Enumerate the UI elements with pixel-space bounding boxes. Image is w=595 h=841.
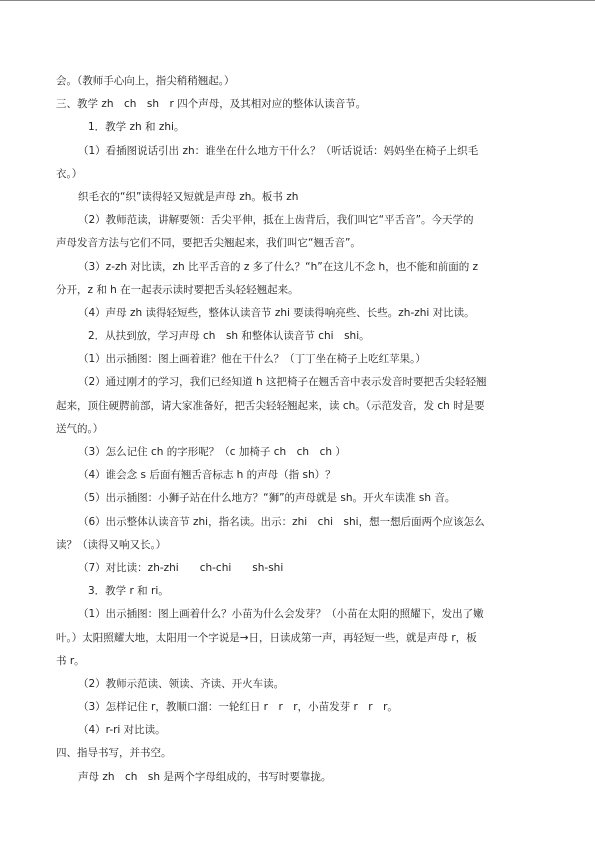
text-line: （1）看插图说话引出 zh：谁坐在什么地方干什么？（听话说话：妈妈坐在椅子上织毛 (78, 144, 479, 157)
text-line: 送气的。） (56, 422, 104, 435)
text-line: 1．教学 zh 和 zhi。 (88, 121, 185, 134)
text-line: （1）出示插图：图上画着什么？小苗为什么会发芽？（小苗在太阳的照耀下，发出了嫩 (78, 608, 484, 621)
text-line: 3．教学 r 和 ri。 (88, 585, 169, 598)
page-top-border (0, 0, 595, 1)
text-line: 叶。）太阳照耀大地，太阳用一个字说是→日，日读成第一声，再轻短一些，就是声母 r，板 (56, 631, 477, 644)
text-line: 声母 zh ch sh 是两个字母组成的，书写时要靠拢。 (78, 770, 332, 783)
text-line: （3）怎么记住 ch 的字形呢？（c 加椅子 ch ch ch ） (78, 446, 346, 458)
text-line: （6）出示整体认读音节 zhi，指名读。出示：zhi chi shi，想一想后面两个应该怎么 (78, 515, 485, 528)
text-line: （4）声母 zh 读得轻短些，整体认读音节 zhi 要读得响亮些、长些。zh-zhi 对比读。 (78, 306, 475, 319)
text-line: （2）通过刚才的学习，我们已经知道 h 这把椅子在翘舌音中表示发音时要把舌尖轻轻翘 (78, 376, 487, 389)
text-line: （3）怎样记住 r，教顺口溜：一轮红日 r r r，小苗发芽 r r r。 (78, 701, 398, 714)
text-line: （2）教师范读，讲解要领：舌尖平伸，抵在上齿背后，我们叫它“平舌音”。今天学的 (78, 214, 474, 227)
text-line: 声母发音方法与它们不同，要把舌尖翘起来，我们叫它“翘舌音”。 (56, 237, 361, 250)
text-line: （4）谁会念 s 后面有翘舌音标志 h 的声母（指 sh）？ (78, 469, 336, 482)
document-body (56, 70, 546, 789)
text-line: （3）z-zh 对比读，zh 比平舌音的 z 多了什么？“h”在这儿不念 h，也不能和前面的 z (78, 260, 479, 273)
text-line: （1）出示插图：图上画着谁？他在干什么？（丁丁坐在椅子上吃红苹果。） (78, 353, 426, 366)
text-line: 书 r。 (56, 654, 85, 667)
text-line: 起来，顶住硬腭前部，请大家准备好，把舌尖轻轻翘起来，读 ch。（示范发音，发 ch 时是要 (56, 399, 485, 412)
text-line: 读？（读得又响又长。） (56, 538, 167, 551)
text-line: （7）对比读：zh-zhi ch-chi sh-shi (78, 561, 284, 574)
text-line: 分开，z 和 h 在一起表示读时要把舌头轻轻翘起来。 (56, 283, 299, 296)
text-line: 织毛衣的“织”读得轻又短就是声母 zh。板书 zh (78, 190, 299, 203)
text-line: （5）出示插图：小狮子站在什么地方？“狮”的声母就是 sh。开火车读准 sh 音。 (78, 492, 456, 505)
text-line: 四、指导书写，并书空。 (56, 747, 172, 760)
text-line: 衣。） (56, 167, 83, 180)
text-line: 会。（教师手心向上，指尖稍稍翘起。） (56, 75, 235, 87)
text-line: 2．从扶到放，学习声母 ch sh 和整体认读音节 chi shi。 (88, 330, 370, 343)
text-line: 三、教学 zh ch sh r 四个声母，及其相对应的整体认读音节。 (56, 98, 367, 111)
text-line: （4）r-ri 对比读。 (78, 724, 166, 737)
text-line: （2）教师示范读、领读、齐读、开火车读。 (78, 677, 285, 690)
